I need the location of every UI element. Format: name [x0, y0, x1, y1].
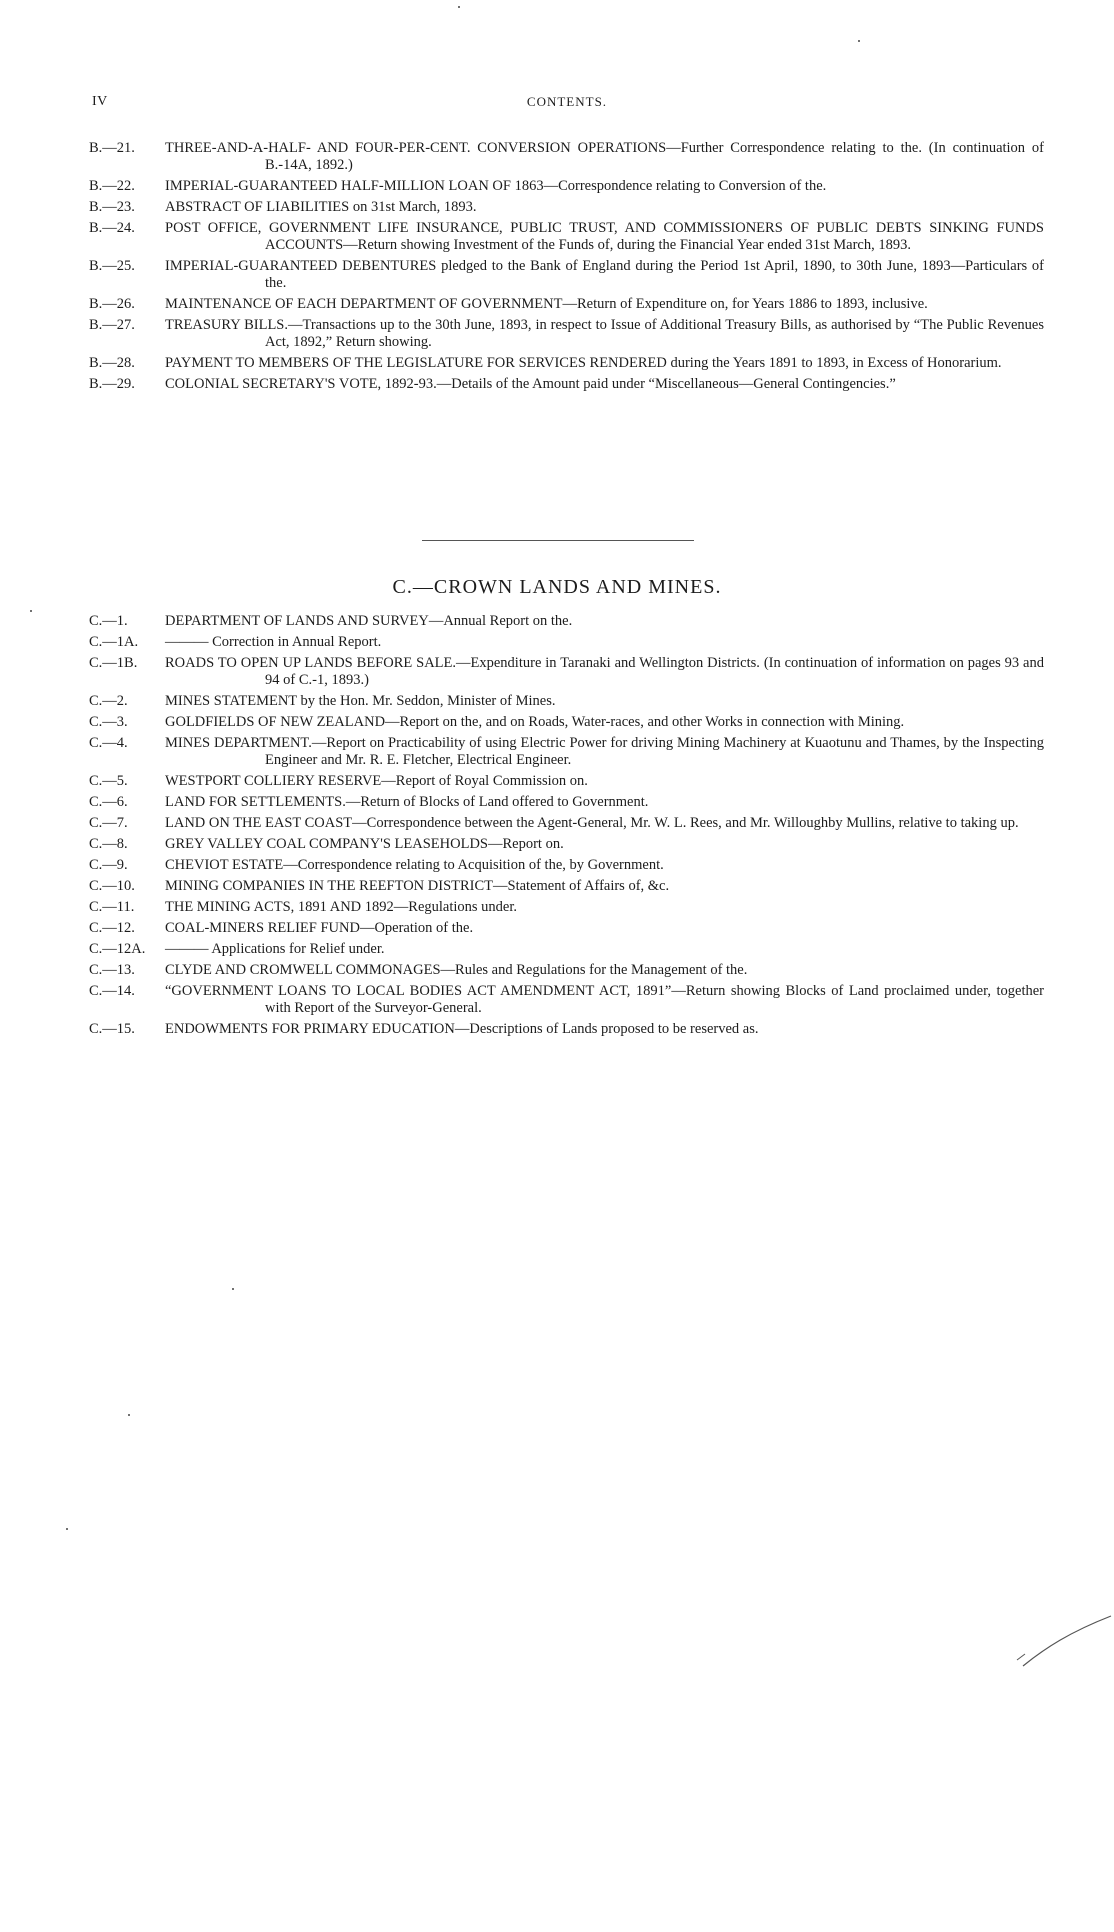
contents-entry [89, 735, 1044, 769]
entry-code: C.—7. [89, 815, 128, 831]
entry-description: ENDOWMENTS FOR PRIMARY EDUCATION—Descriptions of Lands proposed to be reserved as. [165, 1021, 759, 1037]
contents-entry [89, 794, 1044, 811]
entry-code: B.—25. [89, 258, 135, 274]
entry-description: ABSTRACT OF LIABILITIES on 31st March, 1893. [165, 199, 477, 215]
entry-description: WESTPORT COLLIERY RESERVE—Report of Royal Commission on. [165, 773, 588, 789]
entry-code: B.—26. [89, 296, 135, 312]
contents-entry [89, 714, 1044, 731]
contents-list-b [89, 140, 1044, 397]
entry-description: IMPERIAL-GUARANTEED DEBENTURES pledged to the Bank of England during the Period 1st April, 1890, to 30th June, 1893—Particulars of the. [165, 258, 1044, 291]
contents-entry [89, 1021, 1044, 1038]
entry-code: B.—27. [89, 317, 135, 333]
entry-description: GOLDFIELDS OF NEW ZEALAND—Report on the, and on Roads, Water-races, and other Works in connection with Mining. [165, 714, 905, 730]
entry-code: C.—9. [89, 857, 128, 873]
contents-entry [89, 613, 1044, 630]
page-header [92, 94, 1042, 114]
entry-description: TREASURY BILLS.—Transactions up to the 30th June, 1893, in respect to Issue of Additional Treasury Bills, as authorised by “The Public Revenues Act, 1892,” Return showing. [165, 317, 1044, 350]
contents-list-c [89, 613, 1044, 1042]
entry-code: B.—29. [89, 376, 135, 392]
contents-entry [89, 920, 1044, 937]
scan-speck [128, 1414, 130, 1416]
scan-speck [458, 6, 460, 8]
entry-code: C.—5. [89, 773, 128, 789]
entry-code: C.—12. [89, 920, 135, 936]
entry-description: COLONIAL SECRETARY'S VOTE, 1892-93.—Details of the Amount paid under “Miscellaneous—General Contingencies.” [165, 376, 896, 392]
entry-description: LAND FOR SETTLEMENTS.—Return of Blocks of Land offered to Government. [165, 794, 649, 810]
contents-entry [89, 815, 1044, 832]
entry-description: POST OFFICE, GOVERNMENT LIFE INSURANCE, PUBLIC TRUST, AND COMMISSIONERS OF PUBLIC DEBTS SINKING FUNDS ACCOUNTS—Return showing Investment of the Funds of, during the Financial Year ended 31st March, 1893. [165, 220, 1044, 253]
contents-entry [89, 317, 1044, 351]
entry-description: COAL-MINERS RELIEF FUND—Operation of the. [165, 920, 474, 936]
entry-code: C.—15. [89, 1021, 135, 1037]
entry-code: C.—6. [89, 794, 128, 810]
contents-entry [89, 857, 1044, 874]
entry-code: B.—23. [89, 199, 135, 215]
entry-description: MINING COMPANIES IN THE REEFTON DISTRICT—Statement of Affairs of, &c. [165, 878, 670, 894]
scan-speck [858, 40, 860, 42]
entry-code: B.—22. [89, 178, 135, 194]
contents-entry [89, 941, 1044, 958]
scan-speck [232, 1288, 234, 1290]
entry-description: PAYMENT TO MEMBERS OF THE LEGISLATURE FOR SERVICES RENDERED during the Years 1891 to 1893, in Excess of Honorarium. [165, 355, 1002, 371]
page-number: IV [92, 94, 108, 109]
entry-description: GREY VALLEY COAL COMPANY'S LEASEHOLDS—Report on. [165, 836, 564, 852]
entry-description: LAND ON THE EAST COAST—Correspondence between the Agent-General, Mr. W. L. Rees, and Mr. Willoughby Mullins, relative to taking up. [165, 815, 1019, 831]
entry-description: CLYDE AND CROMWELL COMMONAGES—Rules and Regulations for the Management of the. [165, 962, 748, 978]
entry-code: C.—12A. [89, 941, 146, 957]
contents-entry [89, 376, 1044, 393]
entry-code: C.—2. [89, 693, 128, 709]
contents-entry [89, 962, 1044, 979]
entry-code: C.—1B. [89, 655, 138, 671]
entry-description: THREE-AND-A-HALF- AND FOUR-PER-CENT. CONVERSION OPERATIONS—Further Correspondence relating to the. (In continuation of B.-14A, 1892.) [165, 140, 1044, 173]
entry-description: MAINTENANCE OF EACH DEPARTMENT OF GOVERNMENT—Return of Expenditure on, for Years 1886 to 1893, inclusive. [165, 296, 928, 312]
entry-code: C.—4. [89, 735, 128, 751]
entry-description: ROADS TO OPEN UP LANDS BEFORE SALE.—Expenditure in Taranaki and Wellington Districts. (In continuation of information on pages 93 and 94 of C.-1, 1893.) [165, 655, 1044, 688]
entry-code: C.—1. [89, 613, 128, 629]
entry-code: C.—11. [89, 899, 135, 915]
contents-entry [89, 258, 1044, 292]
contents-entry [89, 878, 1044, 895]
contents-entry [89, 296, 1044, 313]
entry-code: C.—3. [89, 714, 128, 730]
entry-description: MINES DEPARTMENT.—Report on Practicability of using Electric Power for driving Mining Machinery at Kuaotunu and Thames, by the Inspecting Engineer and Mr. R. E. Fletcher, Electrical Engineer. [165, 735, 1044, 768]
entry-code: C.—1A. [89, 634, 139, 650]
entry-description: MINES STATEMENT by the Hon. Mr. Seddon, Minister of Mines. [165, 693, 556, 709]
contents-entry [89, 773, 1044, 790]
entry-code: B.—21. [89, 140, 135, 156]
scan-speck [30, 610, 32, 612]
contents-entry [89, 140, 1044, 174]
entry-description: CHEVIOT ESTATE—Correspondence relating to Acquisition of the, by Government. [165, 857, 664, 873]
entry-description: “GOVERNMENT LOANS TO LOCAL BODIES ACT AMENDMENT ACT, 1891”—Return showing Blocks of Land proclaimed under, together with Report of the Surveyor-General. [165, 983, 1044, 1016]
contents-entry [89, 355, 1044, 372]
contents-entry [89, 899, 1044, 916]
entry-code: C.—14. [89, 983, 135, 999]
entry-description: ——— Applications for Relief under. [165, 941, 385, 957]
entry-code: B.—28. [89, 355, 135, 371]
section-heading-c: C.—CROWN LANDS AND MINES. [392, 576, 722, 598]
contents-entry [89, 178, 1044, 195]
entry-code: C.—10. [89, 878, 135, 894]
contents-entry [89, 199, 1044, 216]
entry-code: C.—13. [89, 962, 135, 978]
entry-description: THE MINING ACTS, 1891 AND 1892—Regulations under. [165, 899, 518, 915]
pen-stroke-mark [1015, 1610, 1114, 1670]
entry-description: DEPARTMENT OF LANDS AND SURVEY—Annual Report on the. [165, 613, 573, 629]
contents-entry [89, 655, 1044, 689]
scan-speck [66, 1528, 68, 1530]
entry-description: IMPERIAL-GUARANTEED HALF-MILLION LOAN OF 1863—Correspondence relating to Conversion of the. [165, 178, 827, 194]
page-title: CONTENTS. [526, 94, 608, 109]
entry-code: C.—8. [89, 836, 128, 852]
entry-code: B.—24. [89, 220, 135, 236]
contents-entry [89, 983, 1044, 1017]
contents-entry [89, 693, 1044, 710]
entry-description: ——— Correction in Annual Report. [165, 634, 382, 650]
section-divider [422, 540, 694, 541]
contents-entry [89, 634, 1044, 651]
contents-entry [89, 220, 1044, 254]
contents-entry [89, 836, 1044, 853]
